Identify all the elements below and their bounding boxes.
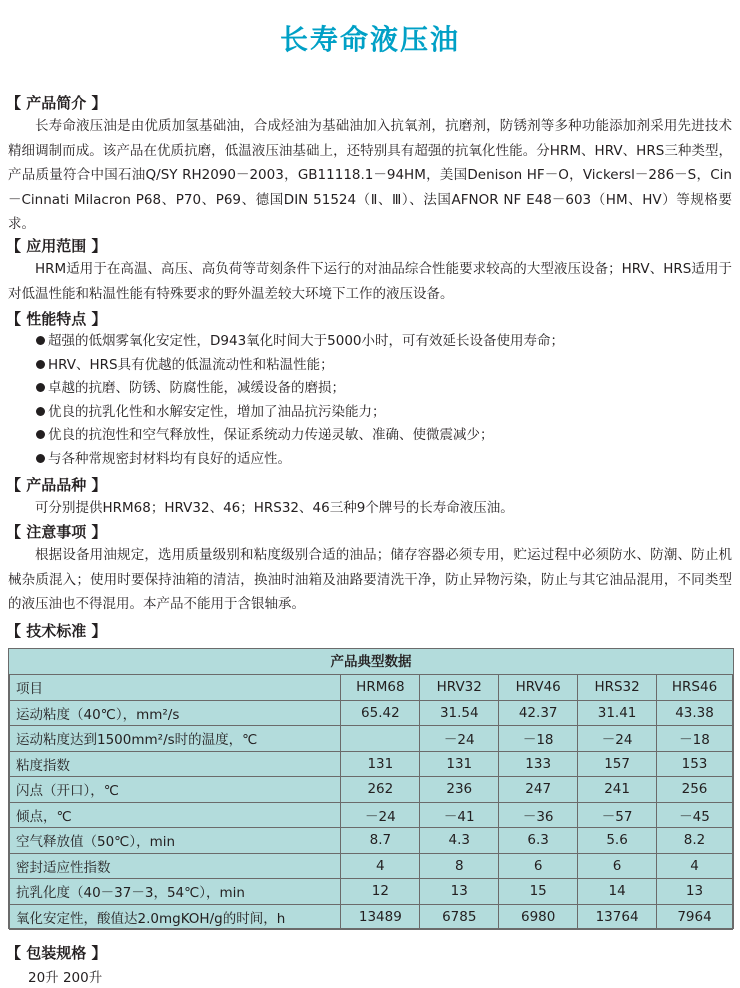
data-table — [9, 674, 733, 930]
table-cell: 13 — [420, 879, 499, 905]
bullet-icon — [36, 360, 45, 369]
table-cell: 4.3 — [420, 828, 499, 854]
table-cell: 6785 — [420, 904, 499, 930]
list-item: 卓越的抗磨、防锈、防腐性能，减缓设备的磨损； — [36, 377, 726, 401]
list-item: 优良的抗乳化性和水解安定性，增加了油品抗污染能力； — [36, 401, 726, 425]
table-cell: 157 — [578, 751, 657, 777]
table-cell: 241 — [578, 777, 657, 803]
list-item: HRV、HRS具有优越的低温流动性和粘温性能； — [36, 354, 726, 378]
table-cell: 6.3 — [499, 828, 578, 854]
list-item: 优良的抗泡性和空气释放性，保证系统动力传递灵敏、准确、使微震减少； — [36, 424, 726, 448]
table-cell — [341, 726, 420, 752]
features-list — [36, 330, 726, 471]
table-cell: 4 — [657, 853, 733, 879]
table-cell: 13489 — [341, 904, 420, 930]
table-cell: 13764 — [578, 904, 657, 930]
bullet-icon — [36, 336, 45, 345]
table-cell: 闪点（开口），℃ — [10, 777, 341, 803]
table-cell: 247 — [499, 777, 578, 803]
table-cell: 6980 — [499, 904, 578, 930]
table-cell: 65.42 — [341, 700, 420, 726]
section-heading-application: 【 应用范围 】 — [6, 237, 107, 255]
table-row — [10, 904, 733, 930]
bullet-icon — [36, 407, 45, 416]
table-cell: 6 — [499, 853, 578, 879]
table-cell: 43.38 — [657, 700, 733, 726]
table-cell: 13 — [657, 879, 733, 905]
table-header-row — [10, 675, 733, 701]
table-row — [10, 751, 733, 777]
bullet-icon — [36, 383, 45, 392]
table-cell: 256 — [657, 777, 733, 803]
table-cell: 4 — [341, 853, 420, 879]
bullet-icon — [36, 430, 45, 439]
table-cell: 8.2 — [657, 828, 733, 854]
column-header: HRV32 — [420, 675, 499, 701]
table-cell: －18 — [657, 726, 733, 752]
table-cell: －24 — [578, 726, 657, 752]
list-item: 与各种常规密封材料均有良好的适应性。 — [36, 448, 726, 472]
bullet-icon — [36, 454, 45, 463]
table-cell: 15 — [499, 879, 578, 905]
section-heading-standards: 【 技术标准 】 — [6, 622, 107, 640]
varieties-text: 可分别提供HRM68；HRV32、46；HRS32、46三种9个牌号的长寿命液压油。 — [35, 500, 514, 516]
page-title: 长寿命液压油 — [279, 23, 460, 56]
column-header: HRM68 — [341, 675, 420, 701]
column-header: HRS46 — [657, 675, 733, 701]
table-cell: 42.37 — [499, 700, 578, 726]
table-row — [10, 828, 733, 854]
application-text: HRM适用于在高温、高压、高负荷等苛刻条件下运行的对油品综合性能要求较高的大型液压设备；HRV、HRS适用于对低温性能和粘温性能有特殊要求的野外温差较大环境下工作的液压设备。 — [8, 261, 732, 302]
table-cell: 31.41 — [578, 700, 657, 726]
column-header: HRV46 — [499, 675, 578, 701]
section-heading-intro: 【 产品简介 】 — [6, 94, 107, 112]
table-cell: 抗乳化度（40－37－3，54℃），min — [10, 879, 341, 905]
section-heading-packaging: 【 包装规格 】 — [6, 944, 107, 962]
table-cell: 8.7 — [341, 828, 420, 854]
table-cell: 6 — [578, 853, 657, 879]
section-heading-varieties: 【 产品品种 】 — [6, 476, 107, 494]
table-cell: －45 — [657, 802, 733, 828]
table-cell: 131 — [341, 751, 420, 777]
packaging-text: 20升 200升 — [28, 970, 103, 986]
table-cell: 粘度指数 — [10, 751, 341, 777]
list-item: 超强的低烟雾氧化安定性，D943氧化时间大于5000小时，可有效延长设备使用寿命； — [36, 330, 726, 354]
section-heading-notes: 【 注意事项 】 — [6, 523, 107, 541]
table-cell: 12 — [341, 879, 420, 905]
table-cell: 153 — [657, 751, 733, 777]
table-cell: －57 — [578, 802, 657, 828]
intro-text: 长寿命液压油是由优质加氢基础油，合成烃油为基础油加入抗氧剂，抗磨剂，防锈剂等多种功能添加剂采用先进技术精细调制而成。该产品在优质抗磨，低温液压油基础上，还特别具有超强的抗氧化性能。分HRM、HRV、HRS三种类型，产品质量符合中国石油Q/SY RH2090－2003，GB11118.1－94HM，美国Denison HF－O，Vickersl－286－S，Cin－Cinnati Milacron P68、P70、P69、德国DIN 51524（Ⅱ、Ⅲ）、法国AFNOR NF E48－603（HM、HV）等规格要求。 — [8, 118, 732, 232]
table-cell: 氧化安定性，酸值达2.0mgKOH/g的时间，h — [10, 904, 341, 930]
table-cell: 7964 — [657, 904, 733, 930]
table-cell: －24 — [420, 726, 499, 752]
table-row — [10, 853, 733, 879]
table-cell: 密封适应性指数 — [10, 853, 341, 879]
table-cell: －41 — [420, 802, 499, 828]
column-header: HRS32 — [578, 675, 657, 701]
table-cell: 131 — [420, 751, 499, 777]
table-cell: －18 — [499, 726, 578, 752]
table-cell: 运动粘度（40℃），mm²/s — [10, 700, 341, 726]
table-row — [10, 700, 733, 726]
table-cell: 运动粘度达到1500mm²/s时的温度，℃ — [10, 726, 341, 752]
column-header: 项目 — [10, 675, 341, 701]
table-cell: 262 — [341, 777, 420, 803]
table-cell: 倾点，℃ — [10, 802, 341, 828]
notes-text: 根据设备用油规定，选用质量级别和粘度级别合适的油品；储存容器必须专用，贮运过程中必须防水、防潮、防止机械杂质混入；使用时要保持油箱的清洁，换油时油箱及油路要清洗干净，防止异物污染，防止与其它油品混用，不同类型的液压油也不得混用。本产品不能用于含银轴承。 — [8, 547, 732, 612]
table-cell: 5.6 — [578, 828, 657, 854]
table-cell: 236 — [420, 777, 499, 803]
table-cell: －24 — [341, 802, 420, 828]
table-row — [10, 726, 733, 752]
table-title: 产品典型数据 — [9, 649, 733, 675]
table-cell: －36 — [499, 802, 578, 828]
table-cell: 31.54 — [420, 700, 499, 726]
table-cell: 8 — [420, 853, 499, 879]
table-row — [10, 777, 733, 803]
table-cell: 空气释放值（50℃），min — [10, 828, 341, 854]
section-heading-features: 【 性能特点 】 — [6, 310, 107, 328]
table-cell: 133 — [499, 751, 578, 777]
table-row — [10, 802, 733, 828]
table-row — [10, 879, 733, 905]
table-cell: 14 — [578, 879, 657, 905]
typical-data-table — [8, 648, 734, 929]
